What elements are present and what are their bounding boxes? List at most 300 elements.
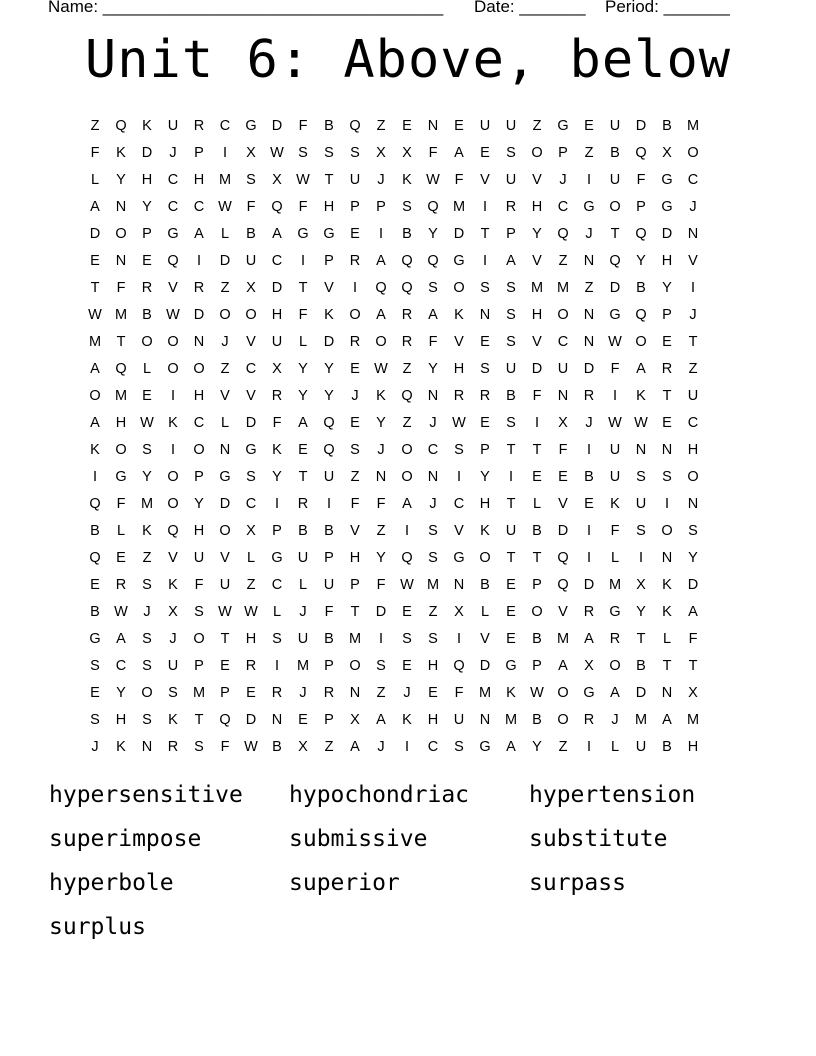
grid-letter: R	[401, 307, 413, 323]
grid-letter: G	[583, 199, 595, 215]
grid-letter: T	[532, 550, 542, 566]
grid-letter: C	[167, 172, 179, 188]
grid-letter: Y	[116, 172, 126, 188]
grid-letter: P	[324, 253, 334, 269]
grid-row	[82, 248, 706, 275]
grid-letter: N	[453, 577, 465, 593]
grid-letter: C	[557, 199, 569, 215]
grid-letter: S	[402, 631, 412, 647]
grid-letter: N	[583, 253, 595, 269]
grid-letter: H	[687, 739, 699, 755]
grid-letter: H	[245, 631, 257, 647]
grid-letter: O	[193, 361, 205, 377]
grid-letter: B	[610, 145, 620, 161]
grid-letter: T	[480, 226, 490, 242]
grid-letter: Z	[532, 118, 542, 134]
grid-letter: R	[115, 577, 127, 593]
grid-letter: S	[454, 442, 464, 458]
grid-letter: I	[196, 253, 202, 269]
grid-letter: C	[167, 199, 179, 215]
grid-letter: F	[90, 145, 100, 161]
grid-letter: N	[115, 253, 127, 269]
grid-letter: A	[454, 145, 464, 161]
grid-letter: E	[428, 685, 438, 701]
grid-letter: D	[583, 577, 595, 593]
grid-letter: U	[505, 523, 517, 539]
grid-letter: N	[271, 712, 283, 728]
grid-letter: O	[661, 523, 673, 539]
grid-letter: O	[557, 712, 569, 728]
grid-letter: T	[298, 469, 308, 485]
grid-letter: F	[324, 604, 334, 620]
grid-row	[82, 734, 706, 761]
grid-letter: J	[429, 415, 437, 431]
grid-letter: C	[427, 739, 439, 755]
grid-letter: A	[116, 631, 126, 647]
grid-letter: T	[662, 388, 672, 404]
grid-letter: M	[478, 685, 492, 701]
grid-letter: R	[193, 118, 205, 134]
grid-letter: X	[246, 145, 256, 161]
grid-letter: O	[401, 469, 413, 485]
grid-letter: B	[246, 226, 256, 242]
grid-row	[82, 356, 706, 383]
grid-letter: N	[661, 685, 673, 701]
grid-letter: S	[662, 469, 672, 485]
grid-letter: I	[534, 415, 540, 431]
grid-letter: N	[427, 469, 439, 485]
word-list-item: surplus	[49, 914, 146, 940]
grid-letter: R	[401, 334, 413, 350]
grid-row	[82, 491, 706, 518]
grid-letter: V	[220, 388, 230, 404]
grid-letter: Q	[635, 307, 647, 323]
grid-letter: W	[218, 199, 232, 215]
grid-letter: O	[635, 334, 647, 350]
grid-letter: Z	[584, 280, 594, 296]
grid-letter: O	[167, 334, 179, 350]
grid-letter: D	[583, 361, 595, 377]
grid-letter: G	[453, 253, 465, 269]
grid-letter: B	[662, 739, 672, 755]
grid-letter: U	[271, 334, 283, 350]
grid-letter: Q	[271, 199, 283, 215]
grid-letter: Q	[427, 253, 439, 269]
grid-letter: I	[586, 442, 592, 458]
grid-letter: I	[274, 496, 280, 512]
grid-letter: E	[142, 253, 152, 269]
grid-letter: H	[193, 388, 205, 404]
grid-letter: N	[349, 685, 361, 701]
grid-row	[82, 653, 706, 680]
grid-row	[82, 518, 706, 545]
grid-letter: S	[350, 442, 360, 458]
grid-letter: D	[557, 523, 569, 539]
grid-letter: W	[114, 604, 128, 620]
grid-letter: L	[662, 631, 672, 647]
grid-row	[82, 383, 706, 410]
grid-letter: O	[453, 280, 465, 296]
grid-letter: J	[91, 739, 99, 755]
grid-letter: D	[479, 658, 491, 674]
grid-letter: H	[115, 712, 127, 728]
grid-letter: X	[246, 523, 256, 539]
grid-letter: D	[141, 145, 153, 161]
grid-letter: M	[530, 280, 544, 296]
grid-letter: K	[272, 442, 282, 458]
grid-letter: S	[454, 739, 464, 755]
grid-letter: J	[377, 739, 385, 755]
grid-letter: L	[610, 550, 620, 566]
grid-letter: D	[271, 118, 283, 134]
grid-letter: K	[168, 712, 178, 728]
grid-letter: H	[349, 550, 361, 566]
grid-letter: X	[376, 145, 386, 161]
grid-letter: A	[506, 253, 516, 269]
grid-letter: H	[271, 307, 283, 323]
grid-letter: T	[688, 658, 698, 674]
grid-letter: B	[142, 307, 152, 323]
grid-row	[82, 167, 706, 194]
grid-letter: K	[116, 739, 126, 755]
grid-letter: Q	[557, 577, 569, 593]
grid-row	[82, 302, 706, 329]
grid-letter: B	[324, 118, 334, 134]
grid-letter: U	[557, 361, 569, 377]
grid-letter: Y	[298, 388, 308, 404]
grid-letter: S	[142, 442, 152, 458]
grid-letter: E	[506, 577, 516, 593]
grid-letter: E	[246, 685, 256, 701]
grid-letter: O	[687, 469, 699, 485]
grid-letter: E	[402, 604, 412, 620]
grid-letter: A	[350, 739, 360, 755]
grid-letter: L	[220, 226, 230, 242]
grid-letter: Y	[298, 361, 308, 377]
grid-letter: A	[428, 307, 438, 323]
grid-letter: G	[661, 199, 673, 215]
grid-letter: S	[636, 523, 646, 539]
grid-letter: Y	[636, 604, 646, 620]
grid-letter: N	[661, 550, 673, 566]
word-list-item: hypochondriac	[289, 782, 470, 808]
grid-letter: S	[636, 469, 646, 485]
grid-letter: T	[662, 658, 672, 674]
grid-letter: W	[244, 739, 258, 755]
grid-letter: I	[222, 145, 228, 161]
grid-letter: I	[274, 658, 280, 674]
grid-letter: Q	[219, 712, 231, 728]
period-field-label: Period: _______	[605, 0, 730, 16]
grid-letter: P	[194, 658, 204, 674]
grid-letter: A	[90, 415, 100, 431]
grid-letter: I	[586, 523, 592, 539]
grid-letter: V	[480, 172, 490, 188]
grid-letter: R	[661, 361, 673, 377]
grid-letter: N	[427, 388, 439, 404]
grid-letter: F	[428, 334, 438, 350]
grid-letter: V	[246, 334, 256, 350]
grid-letter: B	[584, 469, 594, 485]
grid-letter: F	[610, 361, 620, 377]
grid-letter: P	[532, 577, 542, 593]
grid-letter: C	[687, 415, 699, 431]
grid-letter: F	[454, 172, 464, 188]
grid-letter: R	[453, 388, 465, 404]
grid-letter: O	[687, 145, 699, 161]
grid-letter: N	[583, 307, 595, 323]
grid-letter: L	[142, 361, 152, 377]
grid-letter: B	[298, 523, 308, 539]
grid-letter: V	[558, 496, 568, 512]
grid-letter: G	[167, 226, 179, 242]
grid-letter: D	[635, 685, 647, 701]
grid-letter: G	[245, 442, 257, 458]
grid-letter: S	[376, 658, 386, 674]
grid-letter: N	[583, 334, 595, 350]
grid-letter: B	[90, 523, 100, 539]
grid-letter: C	[115, 658, 127, 674]
grid-letter: L	[298, 577, 308, 593]
grid-letter: V	[454, 334, 464, 350]
grid-letter: N	[115, 199, 127, 215]
grid-letter: R	[583, 604, 595, 620]
grid-letter: C	[557, 334, 569, 350]
grid-letter: N	[687, 226, 699, 242]
grid-letter: L	[220, 415, 230, 431]
grid-letter: M	[608, 577, 622, 593]
grid-letter: A	[402, 496, 412, 512]
grid-letter: S	[428, 631, 438, 647]
grid-letter: I	[404, 739, 410, 755]
grid-letter: T	[636, 631, 646, 647]
grid-letter: W	[426, 172, 440, 188]
grid-letter: D	[193, 307, 205, 323]
grid-row	[82, 680, 706, 707]
grid-letter: H	[427, 658, 439, 674]
grid-letter: F	[636, 172, 646, 188]
grid-letter: U	[193, 550, 205, 566]
grid-letter: A	[90, 361, 100, 377]
grid-letter: W	[244, 604, 258, 620]
grid-letter: J	[299, 685, 307, 701]
grid-letter: A	[376, 307, 386, 323]
grid-letter: Q	[453, 658, 465, 674]
grid-letter: U	[219, 577, 231, 593]
grid-letter: C	[193, 199, 205, 215]
grid-letter: T	[506, 442, 516, 458]
grid-letter: S	[428, 550, 438, 566]
grid-letter: C	[687, 172, 699, 188]
grid-letter: T	[324, 172, 334, 188]
grid-letter: W	[400, 577, 414, 593]
grid-letter: O	[401, 442, 413, 458]
grid-letter: S	[90, 658, 100, 674]
grid-letter: C	[427, 442, 439, 458]
grid-letter: J	[611, 712, 619, 728]
grid-letter: V	[454, 523, 464, 539]
word-list-item: submissive	[289, 826, 428, 852]
grid-letter: Y	[636, 253, 646, 269]
grid-letter: N	[661, 442, 673, 458]
grid-letter: N	[141, 739, 153, 755]
grid-letter: O	[193, 442, 205, 458]
grid-letter: B	[90, 604, 100, 620]
grid-letter: U	[609, 442, 621, 458]
grid-letter: J	[221, 334, 229, 350]
grid-letter: M	[686, 712, 700, 728]
grid-row	[82, 113, 706, 140]
grid-letter: Q	[323, 442, 335, 458]
grid-letter: S	[142, 658, 152, 674]
grid-letter: H	[193, 523, 205, 539]
grid-letter: M	[140, 496, 154, 512]
grid-letter: J	[169, 145, 177, 161]
grid-letter: A	[662, 712, 672, 728]
grid-letter: I	[664, 496, 670, 512]
grid-letter: P	[506, 226, 516, 242]
grid-letter: E	[90, 253, 100, 269]
grid-letter: F	[688, 631, 698, 647]
grid-letter: Z	[90, 118, 100, 134]
grid-letter: Y	[662, 280, 672, 296]
grid-letter: U	[635, 739, 647, 755]
grid-letter: I	[586, 550, 592, 566]
grid-letter: P	[376, 199, 386, 215]
grid-letter: F	[116, 280, 126, 296]
grid-letter: D	[453, 226, 465, 242]
letter-grid	[82, 113, 706, 761]
grid-letter: W	[608, 334, 622, 350]
grid-letter: E	[454, 118, 464, 134]
grid-letter: I	[170, 442, 176, 458]
grid-letter: O	[557, 307, 569, 323]
grid-letter: M	[218, 172, 232, 188]
grid-letter: E	[506, 631, 516, 647]
grid-letter: P	[558, 145, 568, 161]
grid-letter: K	[402, 172, 412, 188]
grid-letter: N	[687, 496, 699, 512]
grid-letter: X	[298, 739, 308, 755]
grid-letter: A	[584, 631, 594, 647]
grid-letter: U	[505, 172, 517, 188]
grid-letter: I	[482, 253, 488, 269]
grid-letter: V	[246, 388, 256, 404]
grid-letter: M	[634, 712, 648, 728]
grid-letter: A	[506, 739, 516, 755]
grid-letter: K	[610, 496, 620, 512]
grid-letter: U	[297, 550, 309, 566]
grid-letter: G	[609, 604, 621, 620]
grid-letter: P	[532, 658, 542, 674]
grid-letter: I	[92, 469, 98, 485]
grid-row	[82, 707, 706, 734]
grid-letter: R	[271, 388, 283, 404]
grid-letter: I	[170, 388, 176, 404]
grid-letter: U	[167, 658, 179, 674]
grid-letter: X	[454, 604, 464, 620]
grid-letter: N	[479, 307, 491, 323]
grid-letter: F	[116, 496, 126, 512]
grid-letter: A	[90, 199, 100, 215]
grid-letter: F	[220, 739, 230, 755]
grid-letter: K	[662, 604, 672, 620]
grid-letter: Q	[167, 523, 179, 539]
grid-letter: G	[297, 226, 309, 242]
grid-letter: H	[141, 172, 153, 188]
grid-letter: T	[688, 334, 698, 350]
grid-letter: A	[688, 604, 698, 620]
grid-letter: K	[454, 307, 464, 323]
grid-letter: P	[350, 199, 360, 215]
grid-letter: S	[506, 307, 516, 323]
grid-letter: D	[89, 226, 101, 242]
grid-letter: X	[636, 577, 646, 593]
grid-letter: I	[508, 469, 514, 485]
grid-letter: Z	[558, 253, 568, 269]
grid-letter: R	[271, 685, 283, 701]
grid-letter: F	[532, 388, 542, 404]
grid-letter: Q	[89, 496, 101, 512]
grid-letter: E	[402, 658, 412, 674]
grid-letter: Q	[427, 199, 439, 215]
grid-letter: L	[90, 172, 100, 188]
grid-letter: N	[219, 442, 231, 458]
grid-letter: W	[140, 415, 154, 431]
grid-letter: S	[480, 361, 490, 377]
grid-letter: B	[636, 658, 646, 674]
grid-letter: T	[532, 442, 542, 458]
grid-letter: L	[610, 739, 620, 755]
grid-letter: H	[453, 361, 465, 377]
grid-letter: O	[609, 199, 621, 215]
grid-letter: U	[609, 118, 621, 134]
grid-letter: S	[402, 199, 412, 215]
grid-letter: Y	[376, 415, 386, 431]
grid-letter: X	[246, 280, 256, 296]
grid-letter: M	[426, 577, 440, 593]
grid-letter: N	[479, 712, 491, 728]
grid-letter: J	[351, 388, 359, 404]
grid-letter: U	[349, 172, 361, 188]
grid-letter: E	[298, 712, 308, 728]
grid-letter: A	[610, 685, 620, 701]
grid-letter: Q	[401, 253, 413, 269]
grid-letter: J	[403, 685, 411, 701]
grid-row	[82, 140, 706, 167]
grid-letter: M	[296, 658, 310, 674]
grid-letter: N	[193, 334, 205, 350]
grid-letter: I	[378, 226, 384, 242]
grid-letter: F	[194, 577, 204, 593]
grid-letter: S	[90, 712, 100, 728]
grid-row	[82, 572, 706, 599]
grid-letter: D	[271, 280, 283, 296]
grid-letter: T	[610, 226, 620, 242]
grid-row	[82, 275, 706, 302]
grid-letter: F	[376, 496, 386, 512]
word-list-item: superior	[289, 870, 400, 896]
grid-letter: S	[428, 280, 438, 296]
grid-letter: H	[531, 307, 543, 323]
grid-letter: V	[532, 172, 542, 188]
grid-letter: G	[245, 118, 257, 134]
grid-letter: Z	[428, 604, 438, 620]
grid-letter: S	[506, 280, 516, 296]
grid-letter: A	[636, 361, 646, 377]
grid-row	[82, 626, 706, 653]
grid-letter: G	[583, 685, 595, 701]
